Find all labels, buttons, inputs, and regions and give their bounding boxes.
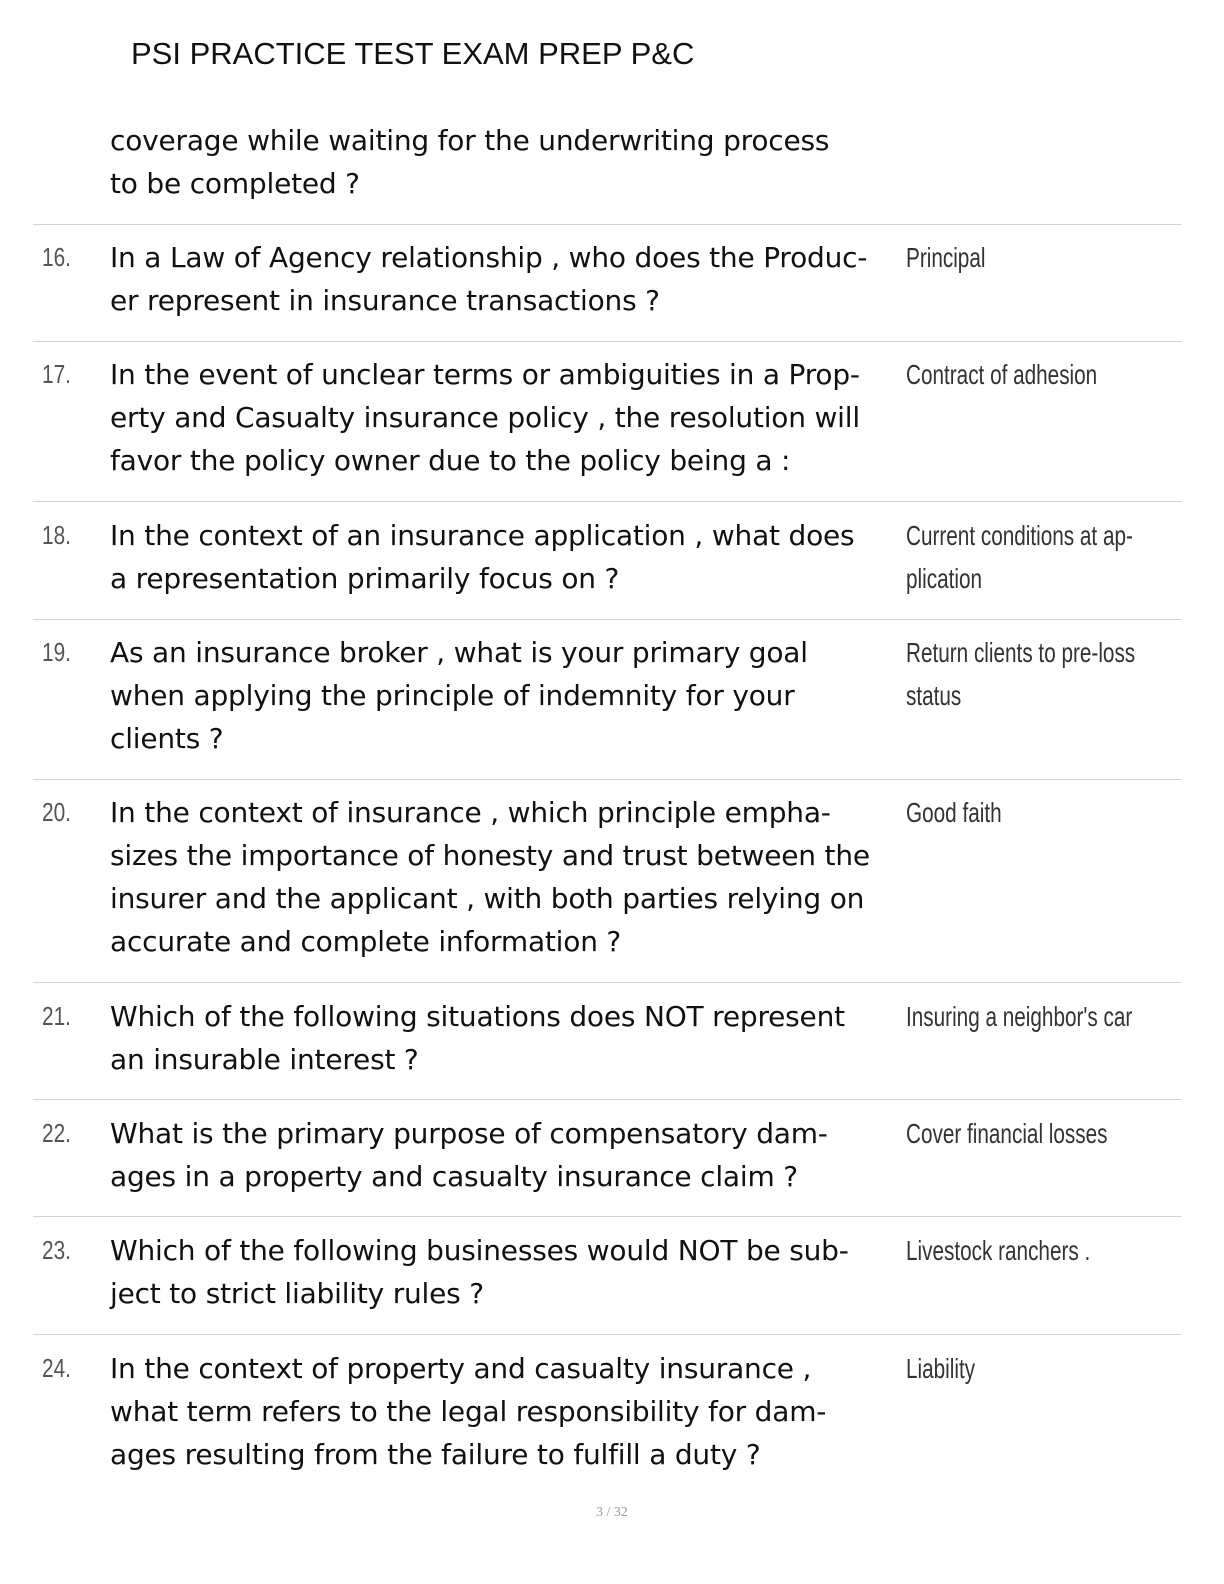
question-text xyxy=(110,1229,910,1315)
question-text xyxy=(110,1112,910,1198)
carryover-line: to be completed ? xyxy=(110,167,360,200)
question-line: In the context of insurance , which principle empha- xyxy=(110,796,831,829)
question-line: As an insurance broker , what is your primary goal xyxy=(110,636,808,669)
question-line: a representation primarily focus on ? xyxy=(110,562,620,595)
row-divider xyxy=(33,501,1182,502)
answer-text xyxy=(906,631,1143,717)
answer-text xyxy=(906,353,1143,396)
question-line: Which of the following businesses would NOT be sub- xyxy=(110,1234,849,1267)
answer-line: Livestock ranchers . xyxy=(906,1235,1091,1266)
answer-line: Principal xyxy=(906,242,986,273)
answer-text xyxy=(906,1112,1143,1155)
answer-line: Contract of adhesion xyxy=(906,359,1098,390)
page-title: PSI PRACTICE TEST EXAM PREP P&C xyxy=(131,36,695,71)
row-divider xyxy=(33,779,1182,780)
row-divider xyxy=(33,982,1182,983)
answer-text xyxy=(906,791,1143,834)
answer-text xyxy=(906,236,1143,279)
row-divider xyxy=(33,224,1182,225)
question-number: 16. xyxy=(42,242,71,272)
question-text xyxy=(110,236,910,322)
answer-line: Insuring a neighbor's car xyxy=(906,1001,1133,1032)
question-number: 21. xyxy=(42,1001,71,1031)
answer-line: Return clients to pre-loss xyxy=(906,637,1136,668)
carryover-question-text xyxy=(110,119,910,205)
answer-line: Good faith xyxy=(906,797,1002,828)
question-line: In the context of property and casualty insurance , xyxy=(110,1352,812,1385)
question-line: In the event of unclear terms or ambiguities in a Prop- xyxy=(110,358,860,391)
question-number: 18. xyxy=(42,520,71,550)
carryover-line: coverage while waiting for the underwriting process xyxy=(110,124,830,157)
question-line: What is the primary purpose of compensatory dam- xyxy=(110,1117,828,1150)
question-text xyxy=(110,995,910,1081)
question-line: ject to strict liability rules ? xyxy=(110,1277,484,1310)
question-line: when applying the principle of indemnity for your xyxy=(110,679,795,712)
question-line: clients ? xyxy=(110,722,224,755)
row-divider xyxy=(33,1216,1182,1217)
question-line: ages in a property and casualty insurance claim ? xyxy=(110,1160,798,1193)
question-line: what term refers to the legal responsibility for dam- xyxy=(110,1395,827,1428)
question-line: an insurable interest ? xyxy=(110,1043,419,1076)
question-number: 19. xyxy=(42,637,71,667)
question-line: sizes the importance of honesty and trust between the xyxy=(110,839,870,872)
page-number: 3 / 32 xyxy=(596,1505,628,1520)
question-line: Which of the following situations does NOT represent xyxy=(110,1000,845,1033)
question-text xyxy=(110,514,910,600)
row-divider xyxy=(33,619,1182,620)
question-text xyxy=(110,791,910,963)
answer-line: Current conditions at ap- xyxy=(906,520,1133,551)
question-number: 17. xyxy=(42,359,71,389)
answer-line: Cover financial losses xyxy=(906,1118,1108,1149)
question-line: insurer and the applicant , with both parties relying on xyxy=(110,882,865,915)
question-line: favor the policy owner due to the policy being a : xyxy=(110,444,791,477)
question-text xyxy=(110,1347,910,1476)
question-line: In a Law of Agency relationship , who does the Produc- xyxy=(110,241,868,274)
question-line: accurate and complete information ? xyxy=(110,925,622,958)
question-text xyxy=(110,353,910,482)
question-number: 22. xyxy=(42,1118,71,1148)
row-divider xyxy=(33,341,1182,342)
question-line: In the context of an insurance application , what does xyxy=(110,519,855,552)
answer-text xyxy=(906,1347,1143,1390)
answer-text xyxy=(906,514,1143,600)
question-number: 23. xyxy=(42,1235,71,1265)
question-number: 24. xyxy=(42,1353,71,1383)
row-divider xyxy=(33,1334,1182,1335)
row-divider xyxy=(33,1099,1182,1100)
answer-line: Liability xyxy=(906,1353,976,1384)
question-line: erty and Casualty insurance policy , the resolution will xyxy=(110,401,860,434)
answer-text xyxy=(906,1229,1143,1272)
question-line: ages resulting from the failure to fulfill a duty ? xyxy=(110,1438,761,1471)
answer-text xyxy=(906,995,1143,1038)
answer-line: plication xyxy=(906,563,983,594)
answer-line: status xyxy=(906,680,962,711)
question-line: er represent in insurance transactions ? xyxy=(110,284,660,317)
question-text xyxy=(110,631,910,760)
question-number: 20. xyxy=(42,797,71,827)
